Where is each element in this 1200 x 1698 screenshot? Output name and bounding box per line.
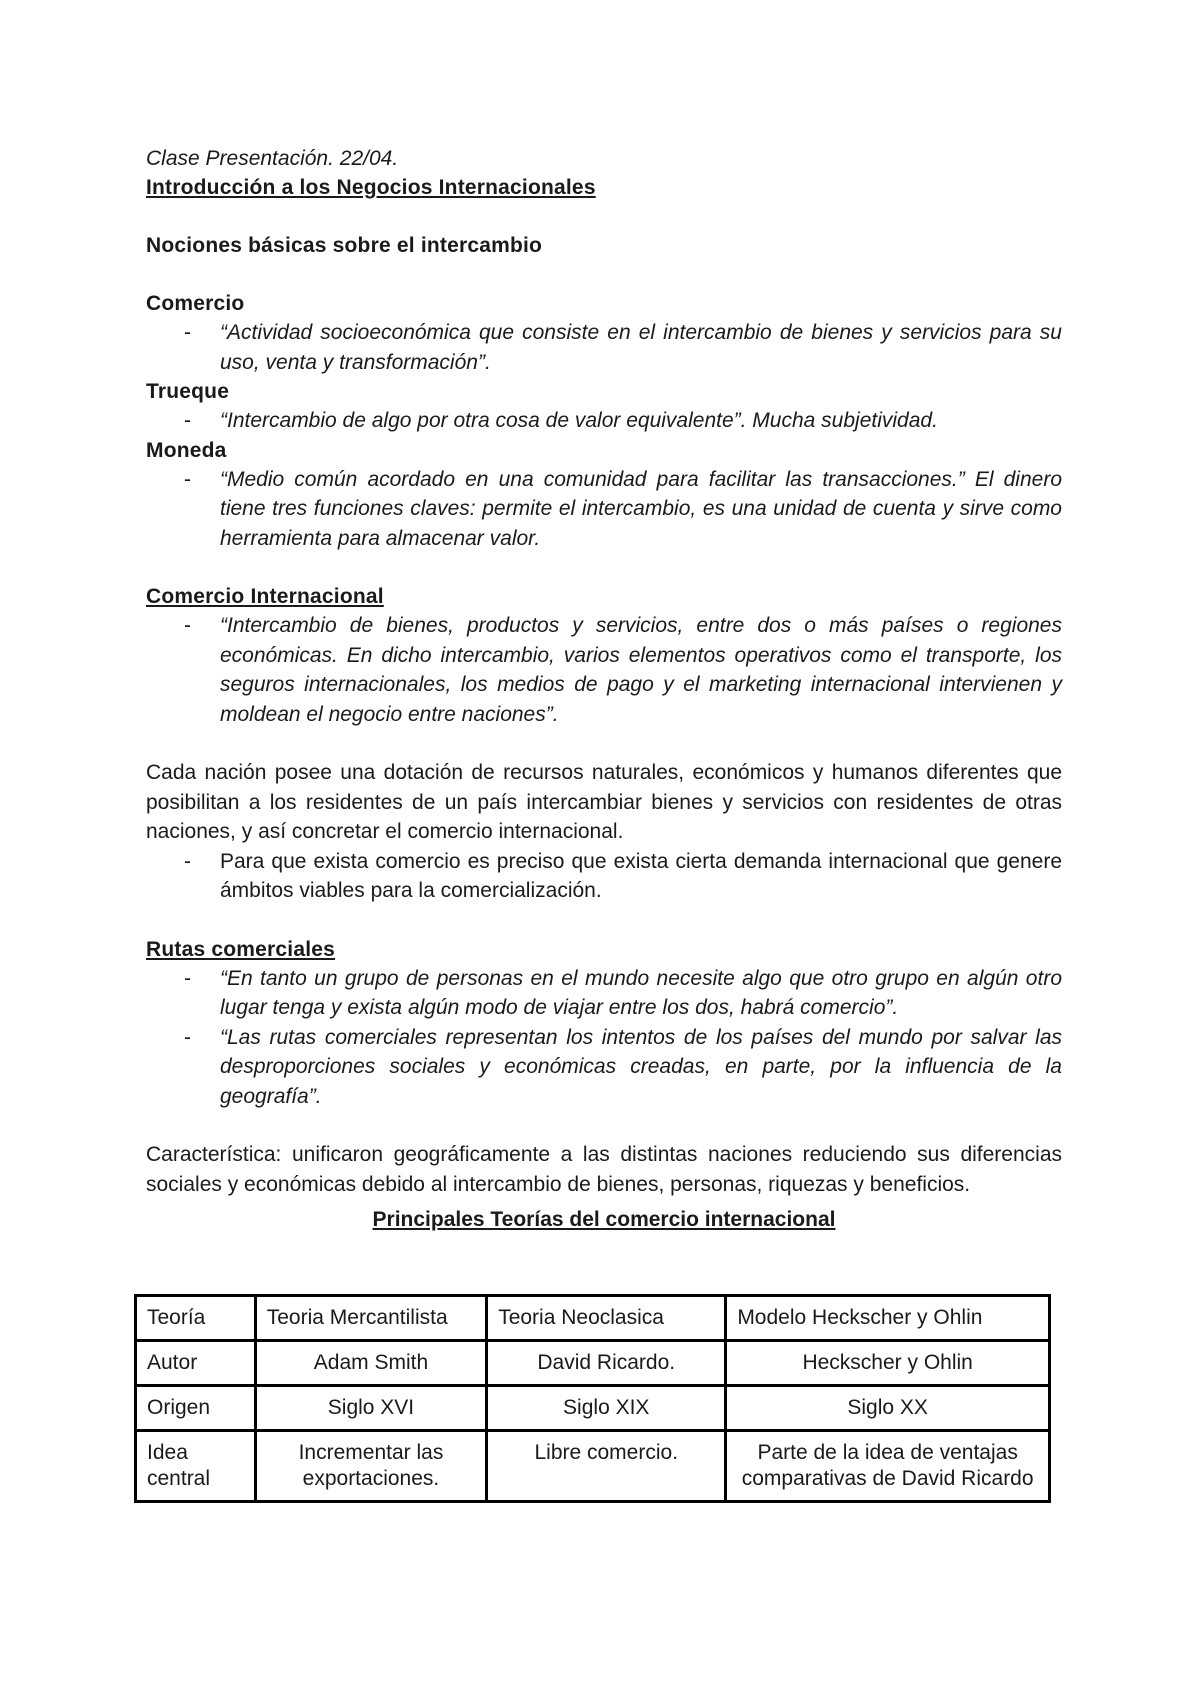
heading-comercio: Comercio (146, 292, 245, 315)
table-cell: Idea central (136, 1431, 256, 1502)
table-cell: Teoria Mercantilista (255, 1296, 486, 1341)
course-title: Introducción a los Negocios Internacionales (146, 176, 596, 199)
paragraph-dotacion: Cada nación posee una dotación de recursos naturales, económicos y humanos diferentes que posibilitan a los residentes de un país intercambiar bienes y servicios con residentes de otras naciones, y así concretar el comercio internacional. (146, 761, 1062, 843)
table-cell: Siglo XX (726, 1386, 1050, 1431)
bullet-comercio-internacional: - “Intercambio de bienes, productos y servicios, entre dos o más países o regiones económicas. En dicho intercambio, varios elementos operativos como el transporte, los seguros internacionales, los medios de pago y el marketing internacional intervienen y moldean el negocio entre naciones”. (146, 611, 1062, 729)
bullet-moneda: - “Medio común acordado en una comunidad para facilitar las transacciones.” El dinero tiene tres funciones claves: permite el intercambio, es una unidad de cuenta y sirve como herramienta para almacenar valor. (146, 465, 1062, 554)
table-cell: Teoria Neoclasica (487, 1296, 726, 1341)
table-cell: Modelo Heckscher y Ohlin (726, 1296, 1050, 1341)
bullet-trueque: - “Intercambio de algo por otra cosa de valor equivalente”. Mucha subjetividad. (146, 406, 1062, 436)
document-page (146, 144, 1062, 1234)
table-row (136, 1431, 1050, 1502)
table-cell: Siglo XVI (255, 1386, 486, 1431)
heading-moneda: Moneda (146, 438, 227, 462)
table-row (136, 1341, 1050, 1386)
table-cell: Parte de la idea de ventajas comparativas de David Ricardo (726, 1431, 1050, 1502)
section-title: Nociones básicas sobre el intercambio (146, 234, 543, 257)
table-cell: Origen (136, 1386, 256, 1431)
table-cell: Incrementar las exportaciones. (255, 1431, 486, 1502)
bullet-rutas-1: - “En tanto un grupo de personas en el mundo necesite algo que otro grupo en algún otro lugar tenga y exista algún modo de viajar entre los dos, habrá comercio”. (146, 964, 1062, 1023)
bullet-comercio: - “Actividad socioeconómica que consiste en el intercambio de bienes y servicios para su uso, venta y transformación”. (146, 318, 1062, 377)
table-row (136, 1296, 1050, 1341)
date-line: Clase Presentación. 22/04. (146, 147, 399, 170)
table-cell: Adam Smith (255, 1341, 486, 1386)
heading-trueque: Trueque (146, 380, 230, 403)
heading-rutas-comerciales: Rutas comerciales (146, 937, 335, 961)
bullet-demanda: - Para que exista comercio es preciso que exista cierta demanda internacional que genere ámbitos viables para la comercialización. (146, 847, 1062, 906)
table-row (136, 1386, 1050, 1431)
heading-comercio-internacional: Comercio Internacional (146, 585, 384, 608)
table-cell: Autor (136, 1341, 256, 1386)
table-title: Principales Teorías del comercio internacional (372, 1208, 836, 1231)
table-cell: David Ricardo. (487, 1341, 726, 1386)
table-cell: Teoría (136, 1296, 256, 1341)
bullet-rutas-2: - “Las rutas comerciales representan los intentos de los países del mundo por salvar las desproporciones sociales y económicas creadas, en parte, por la influencia de la geografía”. (146, 1023, 1062, 1112)
theories-table (134, 1294, 1051, 1503)
table-cell: Libre comercio. (487, 1431, 726, 1502)
table-cell: Heckscher y Ohlin (726, 1341, 1050, 1386)
table-cell: Siglo XIX (487, 1386, 726, 1431)
paragraph-caracteristica: Característica: unificaron geográficamente a las distintas naciones reduciendo sus diferencias sociales y económicas debido al intercambio de bienes, personas, riquezas y beneficios. (146, 1143, 1062, 1196)
